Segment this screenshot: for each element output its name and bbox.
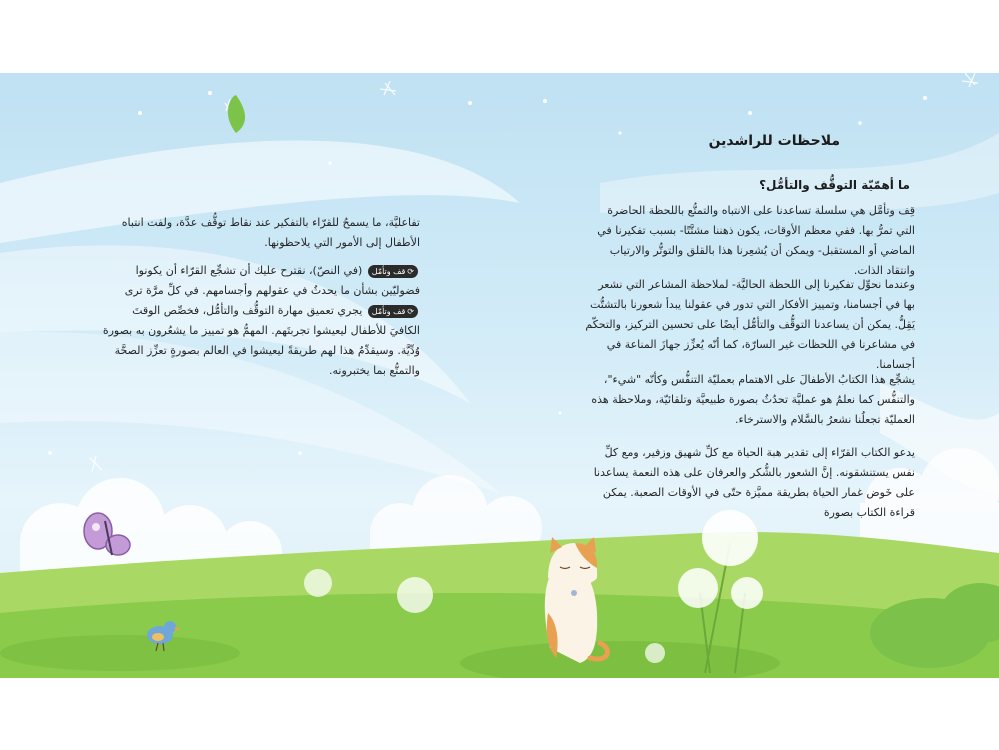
grass-shadow <box>0 635 240 671</box>
left-paragraph-2-text-a: (في النصّ)، نقترح عليك أن تشجِّع القرّاء أن يكونوا فضوليّين بشأن ما يحدثُ في عقولهم وأجسامهم. في كلِّ مرَّة ترى <box>124 264 420 297</box>
left-paragraph-2 <box>100 261 420 381</box>
leaf <box>228 95 245 133</box>
badge-label: قف وتأمّل <box>371 306 406 316</box>
right-paragraph-4: يدعو الكتاب القرّاء إلى تقدير هبة الحياة مع كلِّ شهيق وزفير، ومع كلِّ نفس يستنشقونه. إنَّ الشعور بالشُّكر والعرفان على هذه النعمة يساعدنا على خَوض غمار الحياة بطريقة مميَّزة حتّى في الأوقات الصعبة. يمكن قراءة الكتاب بصورة <box>593 446 915 519</box>
book-spread <box>0 73 999 678</box>
right-paragraph-3: يشجِّع هذا الكتابُ الأطفالَ على الاهتمام بعمليّة التنفُّس وكأنّه "شيء"، والتنفُّس كما نعلمُ هو عمليَّة تحدُثُ بصورة طبيعيَّة وتلقائيّة، وملاحظة هذه العمليّة تجعلُنا نشعرُ بالسَّلام والاسترخاء. <box>591 373 915 426</box>
left-paragraph-2-text-b: يجري تعميق مهارة التوقُّف والتأمُّل، فخصِّص الوقتَ الكافيَ للأطفال ليعيشوا تجربتَهم. المهمُّ هو تمييز ما يشعُرون به بصورة وُدِّيَّة. وسيقدِّمُ هذا لهم طريقةً ليعيشوا في العالم بصورةٍ تعزِّز الصحَّة والتمتُّع بما يختبرونه. <box>102 304 420 377</box>
pause-reflect-badge <box>368 305 418 318</box>
page-title: ملاحظات للراشدين <box>708 133 840 149</box>
left-paragraph-1: تفاعليَّة، ما يسمحُ للقرّاء بالتفكير عند نقاط توقُّف عدَّة، ولفت انتباه الأطفال إلى الأمور التي يلاحظونها. <box>121 216 420 249</box>
right-paragraph-2: وعندما نحوِّل تفكيرنا إلى اللحظة الحاليَّة- لملاحظة المشاعر التي نشعر بها في أجسامنا، وتمييز الأفكار التي تدور في عقولنا يبدأ شعورنا بالتشتُّت يَقِلُّ. يمكن أن يساعدنا التوقُّف والتأمُّل أيضًا على تحسين التركيز، والتحكّم في مشاعرنا في اللحظات غير السارّة، كما أنّه يُعزِّز جهازَ المناعة في أجسامنا. <box>585 278 915 371</box>
badge-label: قف وتأمّل <box>371 266 406 276</box>
section-heading: ما أهمّيّة التوقُّف والتأمُّل؟ <box>759 178 910 192</box>
pause-reflect-badge <box>368 265 418 278</box>
right-paragraph-1: قِف وتأمَّل هي سلسلة تساعدنا على الانتباه والتمتُّع باللحظة الحاضرة التي تمرُّ بها. ففي معظم الأوقات، يكون ذهننا مشتَّتًا- بسبب تفكيرنا في الماضي أو المستقبل- ويمكن أن يُشعِرنا هذا بالقلق والتوتُّر والارتياب وانتقاد الذات. <box>597 204 915 277</box>
refresh-icon: ⟳ <box>407 266 414 276</box>
refresh-icon: ⟳ <box>407 306 414 316</box>
